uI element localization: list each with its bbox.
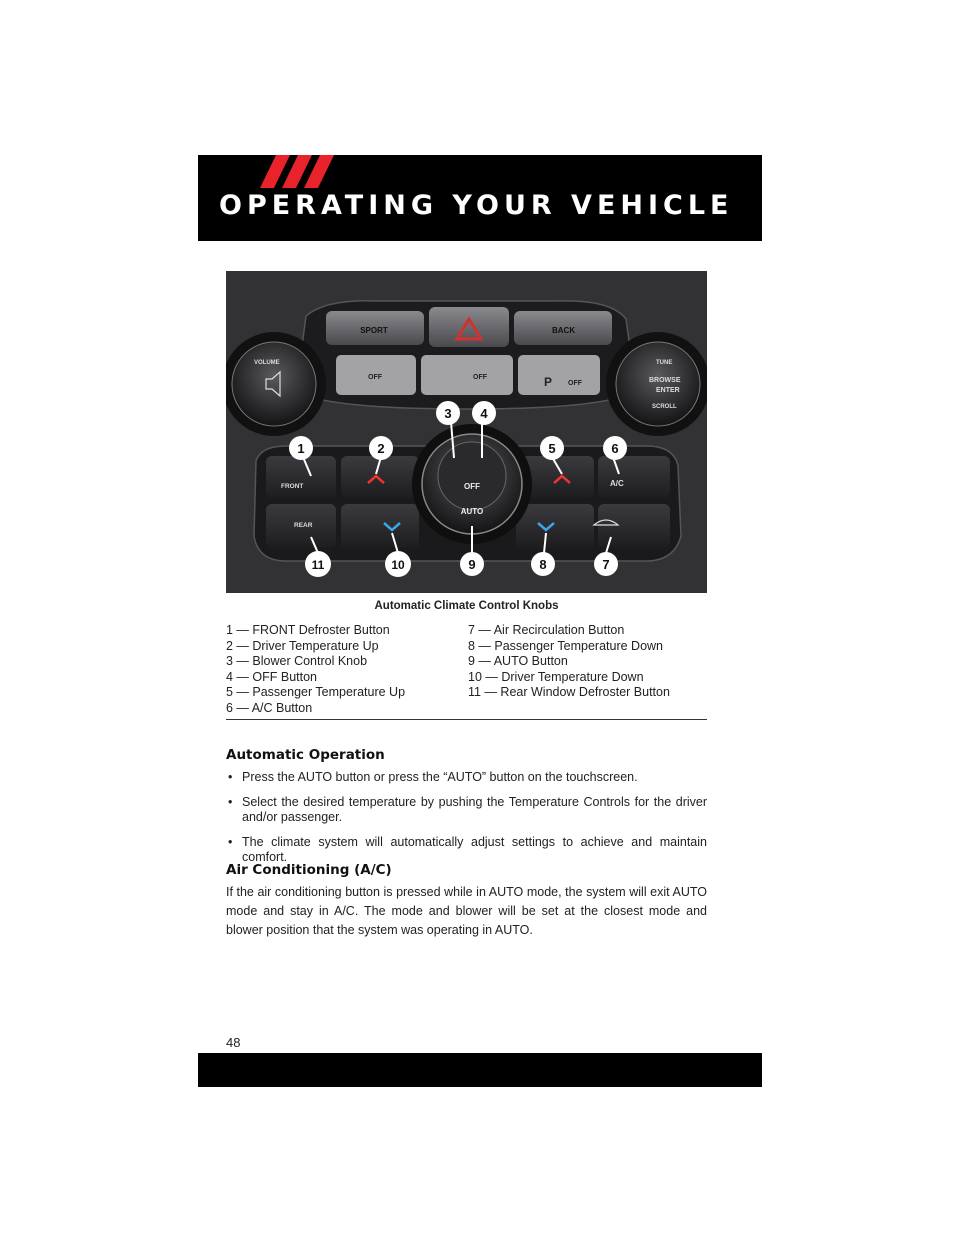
legend-item: 3 — Blower Control Knob [226,654,368,669]
legend-item: 4 — OFF Button [226,669,318,684]
callout-9: 9 [468,557,476,572]
front-label: FRONT [281,483,304,490]
auto-label: AUTO [460,507,484,516]
back-label: BACK [552,326,576,335]
volume-label: VOLUME [254,360,280,366]
off-label-3: OFF [568,380,582,387]
dodge-stripes-logo [250,155,350,188]
section-heading-automatic-operation: Automatic Operation [226,747,385,763]
bullet-text: The climate system will automatically adjust settings to achieve and maintain comfort. [242,834,707,864]
legend-left-column [226,623,466,717]
bullet-icon: • [228,834,233,849]
legend-item: 9 — AUTO Button [468,654,568,669]
climate-control-photo [226,271,707,593]
browse-label: BROWSE [649,377,681,384]
body-paragraph: If the air conditioning button is pressed while in AUTO mode, the system will exit AUTO mode and stay in A/C. The mode and blower will be set at the closest mode and blower position that the system was operating in AUTO. [226,885,707,937]
off-label-2: OFF [473,374,487,381]
callout-3: 3 [444,406,452,421]
figure-caption: Automatic Climate Control Knobs [374,600,559,612]
knob-off-label: OFF [464,482,480,491]
legend-right-column [468,623,708,701]
callout-2: 2 [377,441,385,456]
bullet-list [226,770,707,875]
callout-8: 8 [539,557,547,572]
legend-divider [226,719,707,720]
list-item [226,795,707,826]
section-title: OPERATING YOUR VEHICLE [219,190,734,221]
enter-label: ENTER [656,387,680,394]
off-label-1: OFF [368,374,382,381]
callout-11: 11 [311,558,325,572]
legend-item: 7 — Air Recirculation Button [468,623,625,637]
bullet-icon: • [228,770,233,784]
sport-label: SPORT [360,326,388,335]
tune-label: TUNE [656,360,673,366]
legend-item: 2 — Driver Temperature Up [226,638,379,653]
callout-7: 7 [602,557,610,572]
rear-label: REAR [294,522,313,529]
legend-item: 6 — A/C Button [226,700,313,715]
bullet-text: Press the AUTO button or press the “AUTO” button on the touchscreen. [242,770,638,784]
legend-item: 11 — Rear Window Defroster Button [468,685,670,700]
callout-5: 5 [548,441,556,456]
legend-item: 5 — Passenger Temperature Up [226,685,406,700]
page-number: 48 [226,1035,241,1050]
legend-item: 1 — FRONT Defroster Button [226,623,390,637]
svg-text:P: P [544,375,553,389]
section-heading-air-conditioning: Air Conditioning (A/C) [226,862,392,878]
footer-bar [198,1053,762,1087]
ac-label: A/C [610,479,624,488]
bullet-text: Select the desired temperature by pushing the Temperature Controls for the driver and/or passenger. [242,794,707,824]
callout-1: 1 [297,441,305,456]
callout-4: 4 [480,406,488,421]
callout-6: 6 [611,441,619,456]
legend-item: 8 — Passenger Temperature Down [468,638,664,653]
legend-item: 10 — Driver Temperature Down [468,669,644,684]
callout-10: 10 [391,558,405,572]
list-item [226,835,707,866]
scroll-label: SCROLL [652,404,677,410]
bullet-icon: • [228,794,233,809]
list-item [226,770,707,786]
